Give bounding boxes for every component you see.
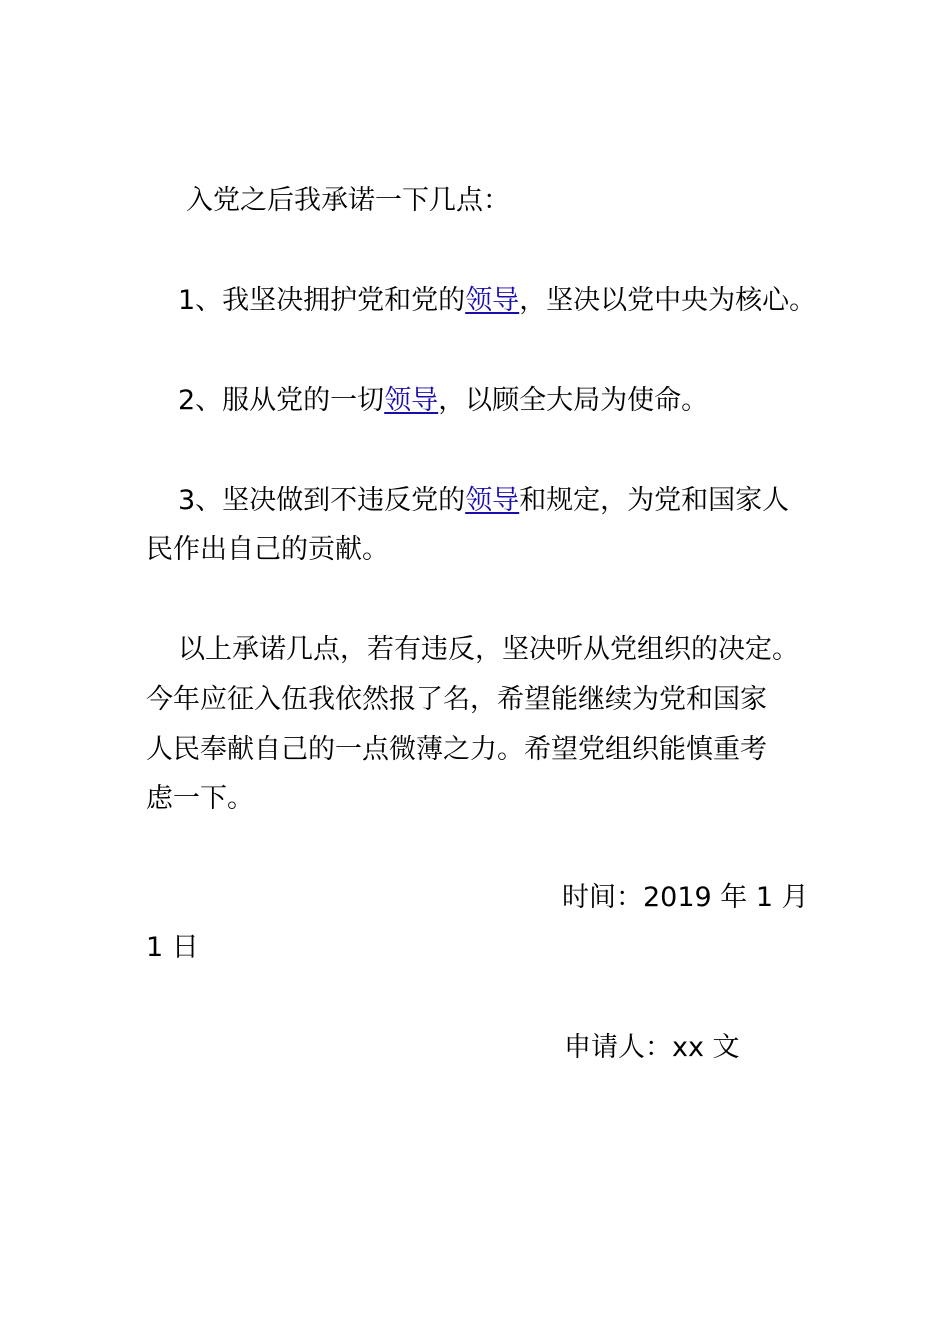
closing-line-3: 人民奉献自己的一点微薄之力。希望党组织能慎重考: [146, 734, 767, 765]
item-2-text-after: ，以顾全大局为使命。: [438, 385, 709, 416]
commitment-item-3: [178, 484, 789, 518]
date-line-1: 时间：2019 年 1 月: [562, 882, 809, 913]
leadership-link-3[interactable]: 领导: [465, 485, 520, 516]
item-1-text-before: 1、我坚决拥护党和党的: [178, 285, 466, 316]
date-line-2: 1 日: [146, 932, 199, 963]
item-3-text-before: 3、坚决做到不违反党的: [178, 485, 466, 516]
closing-line-1: 以上承诺几点，若有违反，坚决听从党组织的决定。: [178, 634, 799, 665]
item-1-text-after: ，坚决以党中央为核心。: [519, 285, 817, 316]
closing-line-2: 今年应征入伍我依然报了名，希望能继续为党和国家: [146, 684, 767, 715]
applicant-signature: 申请人：xx 文: [564, 1032, 740, 1063]
item-3-text-after: 和规定，为党和国家人: [519, 485, 790, 516]
intro-text: 入党之后我承诺一下几点：: [186, 185, 510, 216]
commitment-item-1: [178, 284, 816, 318]
commitment-item-3-continued: 民作出自己的贡献。: [146, 534, 389, 565]
commitment-item-2: [178, 384, 708, 418]
closing-line-4: 虑一下。: [146, 783, 254, 814]
leadership-link-1[interactable]: 领导: [465, 285, 520, 316]
leadership-link-2[interactable]: 领导: [384, 385, 439, 416]
item-2-text-before: 2、服从党的一切: [178, 385, 385, 416]
